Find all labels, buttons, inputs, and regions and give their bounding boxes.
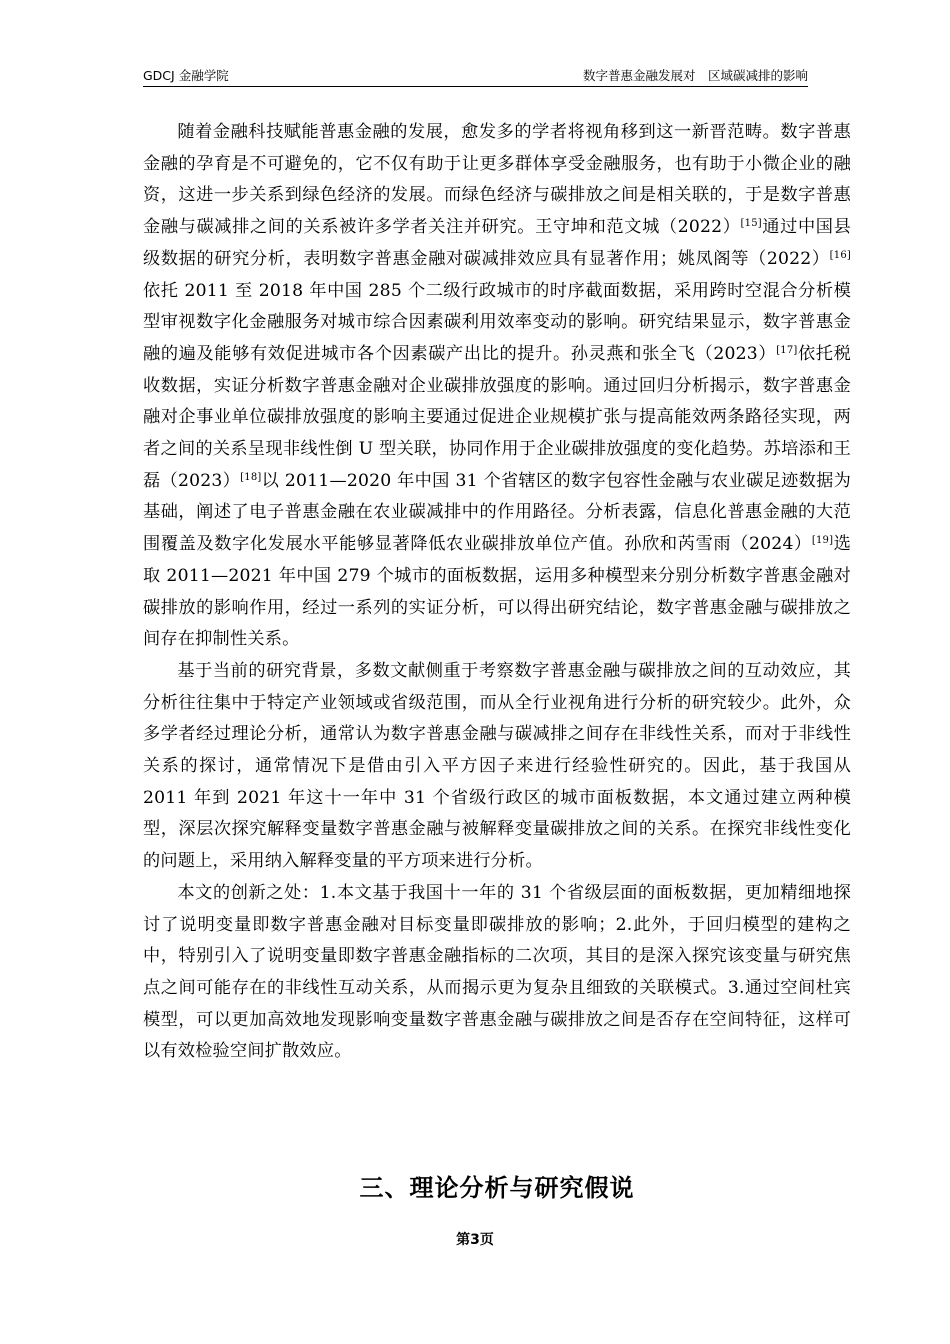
paragraph-literature-review (143, 117, 851, 656)
body-text (143, 117, 851, 1068)
header-left-text: GDCJ 金融学院 (143, 68, 229, 83)
paragraph-research-background: 基于当前的研究背景，多数文献侧重于考察数字普惠金融与碳排放之间的互动效应，其分析往往集中于特定产业领域或省级范围，而从全行业视角进行分析的研究较少。此外，众多学者经过理论分析，通常认为数字普惠金融与碳减排之间存在非线性关系，而对于非线性关系的探讨，通常情况下是借由引入平方因子来进行经验性研究的。因此，基于我国从 2011 年到 2021 年这十一年中 31 个省级行政区的城市面板数据，本文通过建立两种模型，深层次探究解释变量数字普惠金融与被解释变量碳排放之间的关系。在探究非线性变化的问题上，采用纳入解释变量的平方项来进行分析。 (143, 660, 851, 872)
citation-19: [19] (811, 535, 834, 547)
p1-text-6: 选取 2011—2021 年中国 279 个城市的面板数据，运用多种模型来分别分析数字普惠金融对碳排放的影响作用，经过一系列的实证分析，可以得出研究结论，数字普惠金融与碳排放之间存在抑制性关系。 (143, 534, 851, 650)
page-header (143, 66, 808, 87)
header-right-text: 数字普惠金融发展对 区域碳减排的影响 (582, 68, 808, 83)
page-number: 第3页 (456, 1232, 494, 1248)
p1-text-1: 随着金融科技赋能普惠金融的发展，愈发多的学者将视角移到这一新晋范畴。数字普惠金融的孕育是不可避免的，它不仅有助于让更多群体享受金融服务，也有助于小微企业的融资，这进一步关系到绿色经济的发展。而绿色经济与碳排放之间是相关联的，于是数字普惠金融与碳减排之间的关系被许多学者关注并研究。王守坤和范文城（2022） (143, 122, 851, 238)
p1-text-2: 通过中国县级数据的研究分析，表明数字普惠金融对碳减排效应具有显著作用；姚凤阁等（2022） (143, 217, 851, 269)
section-title: 三、理论分析与研究假说 (359, 1174, 635, 1202)
citation-16: [16] (829, 249, 851, 261)
p1-text-5: 以 2011—2020 年中国 31 个省辖区的数字包容性金融与农业碳足迹数据为基础，阐述了电子普惠金融在农业碳减排中的作用路径。分析表露，信息化普惠金融的大范围覆盖及数字化发展水平能够显著降低农业碳排放单位产值。孙欣和芮雪雨（2024） (143, 470, 851, 555)
citation-17: [17] (776, 344, 798, 356)
citation-18: [18] (240, 471, 262, 483)
paragraph-innovations: 本文的创新之处：1.本文基于我国十一年的 31 个省级层面的面板数据，更加精细地探讨了说明变量即数字普惠金融对目标变量即碳排放的影响；2.此外，于回归模型的建构之中，特别引入了说明变量即数字普惠金融指标的二次项，其目的是深入探究该变量与研究焦点之间可能存在的非线性互动关系，从而揭示更为复杂且细致的关联模式。3.通过空间杜宾模型，可以更加高效地发现影响变量数字普惠金融与碳排放之间是否存在空间特征，这样可以有效检验空间扩散效应。 (143, 882, 851, 1062)
citation-15: [15] (740, 218, 762, 230)
p1-text-3: 依托 2011 至 2018 年中国 285 个二级行政城市的时序截面数据，采用跨时空混合分析模型审视数字化金融服务对城市综合因素碳利用效率变动的影响。研究结果显示，数字普惠金融的遍及能够有效促进城市各个因素碳产出比的提升。孙灵燕和张全飞（2023） (143, 280, 851, 364)
p1-text-4: 依托税收数据，实证分析数字普惠金融对企业碳排放强度的影响。通过回归分析揭示，数字普惠金融对企事业单位碳排放强度的影响主要通过促进企业规模扩张与提高能效两条路径实现，两者之间的关系呈现非线性倒 U 型关联，协同作用于企业碳排放强度的变化趋势。苏培添和王磊（2023） (143, 343, 851, 491)
